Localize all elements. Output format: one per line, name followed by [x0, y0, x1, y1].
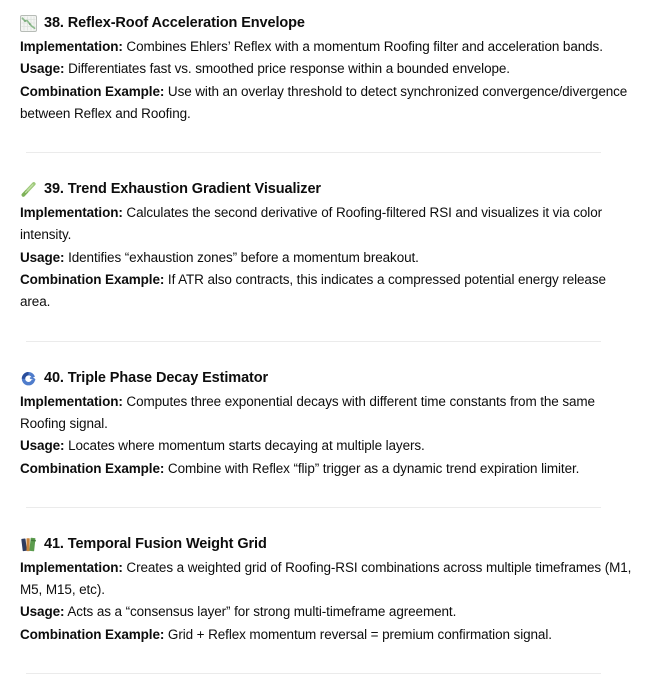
field-label: Implementation: — [20, 205, 123, 221]
field-label: Combination Example: — [20, 272, 165, 288]
section-38 — [20, 13, 632, 125]
field-text: If ATR also contracts, this indicates a compressed potential energy release area. — [20, 272, 606, 310]
field-label: Implementation: — [20, 39, 123, 54]
field-paragraph — [20, 624, 632, 646]
field-text: Use with an overlay threshold to detect synchronized convergence/divergence between Reflex and Roofing. — [20, 83, 628, 121]
field-text: Grid + Reflex momentum reversal = premium confirmation signal. — [167, 626, 552, 642]
field-label: Combination Example: — [20, 83, 165, 99]
field-paragraph — [20, 81, 632, 126]
field-paragraph — [20, 202, 632, 247]
field-text: Combines Ehlers’ Reflex with a momentum Roofing filter and acceleration bands. — [126, 39, 603, 54]
field-text: Combine with Reflex “flip” trigger as a dynamic trend expiration limiter. — [167, 460, 580, 476]
section-39 — [20, 179, 632, 313]
section-title-text: 41. Temporal Fusion Weight Grid — [44, 535, 267, 552]
section-title-text: 39. Trend Exhaustion Gradient Visualizer — [44, 181, 321, 198]
section-divider — [26, 152, 601, 153]
section-title-text: 38. Reflex-Roof Acceleration Envelope — [44, 15, 305, 31]
field-text: Creates a weighted grid of Roofing-RSI combinations across multiple timeframes (M1, M5, M15, etc). — [20, 559, 632, 598]
section-divider — [26, 507, 601, 508]
section-40 — [20, 368, 632, 480]
section-divider — [26, 341, 601, 342]
paintbrush-icon — [20, 181, 37, 198]
section-title-text: 40. Triple Phase Decay Estimator — [44, 369, 269, 386]
field-label: Implementation: — [20, 559, 123, 575]
field-paragraph — [20, 435, 632, 457]
field-label: Usage: — [20, 604, 65, 620]
field-text: Locates where momentum starts decaying at multiple layers. — [68, 438, 425, 454]
field-label: Combination Example: — [20, 626, 165, 642]
field-paragraph — [20, 391, 632, 436]
field-text: Computes three exponential decays with different time constants from the same Roofing signal. — [20, 393, 595, 431]
field-label: Combination Example: — [20, 460, 165, 476]
field-text: Acts as a “consensus layer” for strong multi-timeframe agreement. — [67, 604, 457, 620]
field-paragraph — [20, 58, 632, 80]
cyclone-icon — [20, 370, 37, 387]
section-heading — [20, 534, 632, 555]
field-text: Identifies “exhaustion zones” before a momentum breakout. — [68, 249, 419, 265]
section-heading — [20, 368, 632, 389]
section-heading — [20, 13, 632, 34]
field-paragraph — [20, 269, 632, 314]
section-heading — [20, 179, 632, 200]
field-paragraph — [20, 458, 632, 480]
field-paragraph — [20, 36, 632, 58]
field-paragraph — [20, 557, 632, 602]
chart-decreasing-icon — [20, 15, 37, 32]
field-label: Usage: — [20, 249, 65, 265]
field-label: Usage: — [20, 438, 65, 454]
field-label: Implementation: — [20, 393, 123, 409]
books-icon — [20, 536, 37, 553]
field-text: Differentiates fast vs. smoothed price response within a bounded envelope. — [68, 61, 510, 77]
field-label: Usage: — [20, 61, 65, 77]
field-paragraph — [20, 247, 632, 269]
section-41 — [20, 534, 632, 646]
field-paragraph — [20, 601, 632, 623]
field-text: Calculates the second derivative of Roofing-filtered RSI and visualizes it via color intensity. — [20, 205, 603, 243]
